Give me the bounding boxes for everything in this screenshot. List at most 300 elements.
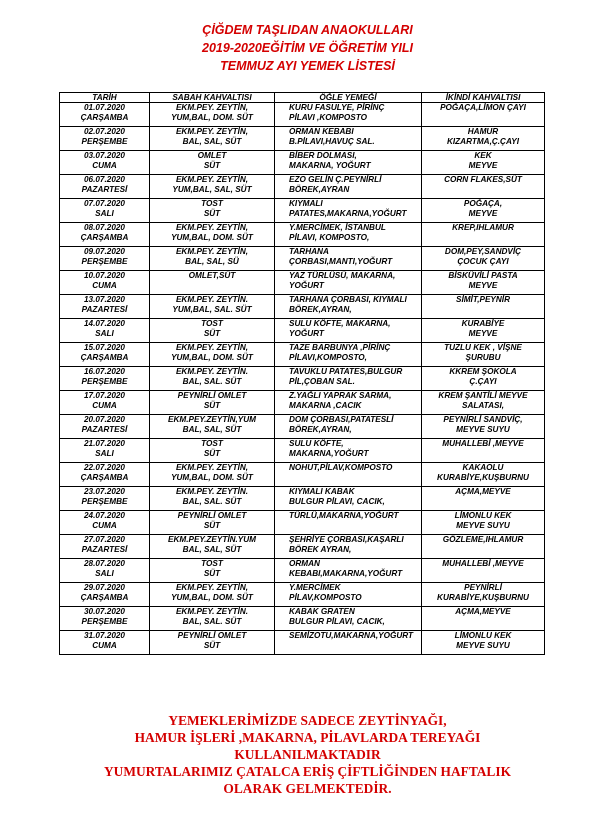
table-row (60, 511, 545, 535)
snack-cell-line: TUZLU KEK , VİŞNE (444, 343, 522, 352)
lunch-cell (275, 535, 422, 559)
breakfast-cell (150, 199, 275, 223)
breakfast-cell-line: BAL, SAL. SÜT (182, 377, 242, 387)
breakfast-cell-line: EKM.PEY. ZEYTİN. (175, 607, 249, 616)
lunch-cell-line (289, 641, 419, 651)
lunch-cell-line: PİLAVI, KOMPOSTO, (289, 233, 370, 243)
footer-line: KULLANILMAKTADIR (234, 747, 381, 762)
date-cell-line: SALI (95, 569, 114, 579)
footer-note (0, 712, 615, 797)
breakfast-cell (150, 151, 275, 175)
snack-cell (422, 367, 545, 391)
date-cell-line: PAZARTESİ (81, 425, 128, 435)
snack-cell-line: KURABİYE,KUŞBURNU (437, 593, 529, 603)
snack-cell-line: MEYVE (468, 161, 498, 171)
breakfast-cell-line: BAL, SAL. SÜT (182, 497, 242, 507)
lunch-cell-line: YAZ TÜRLÜSÜ, MAKARNA, (289, 271, 396, 280)
snack-cell-line: MUHALLEBİ ,MEYVE (442, 559, 524, 568)
table-row (60, 175, 545, 199)
breakfast-cell-line: EKM.PEY. ZEYTİN, (175, 247, 249, 256)
lunch-cell (275, 295, 422, 319)
breakfast-cell (150, 247, 275, 271)
snack-cell-line: LİMONLU KEK (454, 631, 512, 640)
footer-line: YUMURTALARIMIZ ÇATALCA ERİŞ ÇİFTLİĞİNDEN HAFTALIK (104, 764, 511, 779)
lunch-cell-line: PİLAVI ,KOMPOSTO (289, 113, 367, 123)
lunch-cell-line: TÜRLÜ,MAKARNA,YOĞURT (289, 511, 399, 520)
table-row (60, 487, 545, 511)
date-cell-line: 22.07.2020 (84, 463, 125, 472)
date-cell-line: SALI (95, 329, 114, 339)
snack-cell-line: KKREM ŞOKOLA (449, 367, 517, 376)
snack-cell (422, 127, 545, 151)
breakfast-cell (150, 607, 275, 631)
breakfast-cell-line: EKM.PEY. ZEYTİN, (175, 103, 249, 112)
snack-cell (422, 415, 545, 439)
date-cell-line: ÇARŞAMBA (80, 353, 129, 363)
snack-cell (422, 295, 545, 319)
date-cell-line: CUMA (92, 521, 117, 531)
snack-cell-line (424, 569, 542, 579)
snack-cell (422, 391, 545, 415)
lunch-cell-line: Y.MERCİMEK, İSTANBUL (289, 223, 386, 232)
table-row (60, 319, 545, 343)
lunch-cell (275, 487, 422, 511)
snack-cell (422, 439, 545, 463)
table-row (60, 223, 545, 247)
lunch-cell-line: BÖREK,AYRAN (289, 185, 350, 195)
date-cell (60, 343, 150, 367)
snack-cell-line: ÇOCUK ÇAYI (457, 257, 509, 267)
date-cell-line: 14.07.2020 (84, 319, 125, 328)
snack-cell (422, 175, 545, 199)
snack-cell (422, 343, 545, 367)
breakfast-cell-line: SÜT (203, 401, 221, 411)
date-cell-line: SALI (95, 449, 114, 459)
table-row (60, 103, 545, 127)
snack-cell-line: GÖZLEME,IHLAMUR (442, 535, 524, 544)
date-cell-line: 16.07.2020 (84, 367, 125, 376)
breakfast-cell-line: OMLET (197, 151, 227, 160)
breakfast-cell-line: EKM.PEY. ZEYTİN. (175, 295, 249, 304)
lunch-cell (275, 511, 422, 535)
snack-cell-line: KEK (474, 151, 492, 160)
lunch-cell-line: MAKARNA, YOĞURT (289, 161, 371, 171)
date-cell-line: PERŞEMBE (81, 617, 128, 627)
snack-cell (422, 151, 545, 175)
lunch-cell-line: KEBABI,MAKARNA,YOĞURT (289, 569, 403, 579)
lunch-cell (275, 391, 422, 415)
table-row (60, 295, 545, 319)
snack-cell (422, 319, 545, 343)
snack-cell (422, 631, 545, 655)
lunch-cell-line: BÖREK,AYRAN, (289, 425, 352, 435)
snack-cell-line: AÇMA,MEYVE (455, 487, 511, 496)
date-cell-line: CUMA (92, 401, 117, 411)
lunch-cell-line: PİLAV,KOMPOSTO (289, 593, 362, 603)
snack-cell (422, 535, 545, 559)
breakfast-cell (150, 295, 275, 319)
breakfast-cell-line (152, 281, 272, 291)
school-name-title: ÇİĞDEM TAŞLIDAN ANAOKULLARI (202, 23, 413, 37)
lunch-cell (275, 247, 422, 271)
snack-cell (422, 463, 545, 487)
date-cell-line: 06.07.2020 (84, 175, 125, 184)
table-header-row (60, 93, 545, 103)
lunch-cell-line: MAKARNA,YOĞURT (289, 449, 369, 459)
lunch-cell-line: YOĞURT (289, 281, 324, 291)
table-row (60, 343, 545, 367)
footer-line: YEMEKLERİMİZDE SADECE ZEYTİNYAĞI, (168, 713, 447, 728)
snack-cell-line: POĞAÇA,LİMON ÇAYI (440, 103, 526, 112)
lunch-cell-line: KIYMALI KABAK (289, 487, 355, 496)
breakfast-cell-line: BAL, SAL. SÜT (182, 617, 242, 627)
column-header-snack: İKİNDİ KAHVALTISI (422, 93, 545, 103)
date-cell (60, 583, 150, 607)
lunch-cell (275, 415, 422, 439)
table-row (60, 583, 545, 607)
breakfast-cell-line: YUM,BAL, DOM. SÜT (171, 113, 253, 123)
breakfast-cell (150, 583, 275, 607)
date-cell (60, 415, 150, 439)
snack-cell (422, 607, 545, 631)
date-cell-line: CUMA (92, 641, 117, 651)
lunch-cell (275, 607, 422, 631)
lunch-cell-line: BULGUR PİLAVI, CACIK, (289, 617, 385, 627)
table-row (60, 535, 545, 559)
breakfast-cell-line: YUM,BAL, DOM. SÜT (171, 473, 253, 483)
breakfast-cell-line: TOST (201, 559, 223, 568)
date-cell (60, 607, 150, 631)
snack-cell (422, 487, 545, 511)
date-cell-line: 30.07.2020 (84, 607, 125, 616)
lunch-cell (275, 559, 422, 583)
date-cell-line: 02.07.2020 (84, 127, 125, 136)
breakfast-cell (150, 223, 275, 247)
breakfast-cell-line: EKM.PEY. ZEYTİN. (175, 487, 249, 496)
lunch-cell-line: KURU FASULYE, PİRİNÇ (289, 103, 385, 112)
snack-cell-line (424, 113, 542, 123)
date-cell-line: 17.07.2020 (84, 391, 125, 400)
snack-cell-line: MUHALLEBİ ,MEYVE (442, 439, 524, 448)
breakfast-cell-line: PEYNİRLİ OMLET (177, 511, 247, 520)
snack-cell-line (424, 305, 542, 315)
lunch-cell-line: YOĞURT (289, 329, 324, 339)
date-cell-line: 10.07.2020 (84, 271, 125, 280)
snack-cell-line (424, 497, 542, 507)
lunch-cell-line: SULU KÖFTE, (289, 439, 344, 448)
snack-cell-line: KREP,IHLAMUR (452, 223, 514, 232)
breakfast-cell-line: TOST (201, 319, 223, 328)
lunch-cell-line: PİLAVI,KOMPOSTO, (289, 353, 367, 363)
date-cell-line: 24.07.2020 (84, 511, 125, 520)
date-cell-line: 31.07.2020 (84, 631, 125, 640)
snack-cell-line: CORN FLAKES,SÜT (444, 175, 522, 184)
academic-year-title: 2019-2020EĞİTİM VE ÖĞRETİM YILI (202, 41, 413, 55)
snack-cell-line: KIZARTMA,Ç.ÇAYI (446, 137, 519, 147)
snack-cell-line (424, 545, 542, 555)
footer-line: OLARAK GELMEKTEDİR. (223, 781, 392, 796)
lunch-cell (275, 271, 422, 295)
lunch-cell-line: Z.YAĞLI YAPRAK SARMA, (289, 391, 392, 400)
breakfast-cell (150, 559, 275, 583)
breakfast-cell-line: YUM,BAL, DOM. SÜT (171, 353, 253, 363)
lunch-cell-line: ORMAN KEBABI (289, 127, 354, 136)
snack-cell-line: POĞAÇA, (463, 199, 503, 208)
breakfast-cell (150, 271, 275, 295)
table-row (60, 463, 545, 487)
breakfast-cell-line: EKM.PEY.ZEYTİN,YUM (168, 415, 256, 424)
date-cell-line: 09.07.2020 (84, 247, 125, 256)
date-cell-line: 21.07.2020 (84, 439, 125, 448)
breakfast-cell-line: EKM.PEY. ZEYTİN. (175, 367, 249, 376)
date-cell (60, 199, 150, 223)
date-cell (60, 391, 150, 415)
lunch-cell-line: BİBER DOLMASI, (289, 151, 357, 160)
date-cell-line: 28.07.2020 (84, 559, 125, 568)
breakfast-cell (150, 343, 275, 367)
snack-cell-line (424, 185, 542, 195)
date-cell-line: 29.07.2020 (84, 583, 125, 592)
date-cell-line: PAZARTESİ (81, 185, 128, 195)
date-cell-line: ÇARŞAMBA (80, 233, 129, 243)
date-cell-line: 15.07.2020 (84, 343, 125, 352)
column-header-lunch: ÖĞLE YEMEĞİ (275, 93, 422, 103)
date-cell-line: PERŞEMBE (81, 257, 128, 267)
date-cell (60, 247, 150, 271)
table-row (60, 415, 545, 439)
breakfast-cell-line: OMLET,SÜT (188, 271, 236, 280)
lunch-cell-line: BÖREK AYRAN, (289, 545, 352, 555)
breakfast-cell (150, 463, 275, 487)
table-row (60, 367, 545, 391)
breakfast-cell-line: BAL, SAL, SÜ (185, 257, 239, 267)
date-cell (60, 127, 150, 151)
date-cell-line: PERŞEMBE (81, 137, 128, 147)
date-cell-line: 01.07.2020 (84, 103, 125, 112)
table-row (60, 199, 545, 223)
snack-cell-line (424, 449, 542, 459)
date-cell-line: PERŞEMBE (81, 497, 128, 507)
lunch-cell-line (289, 473, 419, 483)
snack-cell-line: MEYVE (468, 281, 498, 291)
date-cell-line: CUMA (92, 281, 117, 291)
date-cell (60, 175, 150, 199)
date-cell-line: 27.07.2020 (84, 535, 125, 544)
date-cell-line: ÇARŞAMBA (80, 113, 129, 123)
breakfast-cell (150, 535, 275, 559)
lunch-cell-line: BULGUR PİLAVI, CACIK, (289, 497, 385, 507)
lunch-cell-line: SEMİZOTU,MAKARNA,YOĞURT (289, 631, 414, 640)
breakfast-cell-line: EKM.PEY. ZEYTİN, (175, 127, 249, 136)
snack-cell-line: PEYNİRLİ (464, 583, 502, 592)
date-cell (60, 439, 150, 463)
lunch-cell (275, 127, 422, 151)
snack-cell-line: PEYNİRLİ SANDVİÇ, (443, 415, 523, 424)
date-cell (60, 151, 150, 175)
breakfast-cell-line: SÜT (203, 209, 221, 219)
snack-cell-line: SİMİT,PEYNİR (456, 295, 510, 304)
snack-cell (422, 103, 545, 127)
snack-cell-line: MEYVE SUYU (456, 425, 510, 435)
date-cell (60, 223, 150, 247)
date-cell (60, 463, 150, 487)
breakfast-cell-line: SÜT (203, 641, 221, 651)
breakfast-cell (150, 439, 275, 463)
snack-cell-line: MEYVE (468, 329, 498, 339)
lunch-cell-line: B.PİLAVI,HAVUÇ SAL. (289, 137, 375, 147)
snack-cell-line: DOM,PEY,SANDVİÇ (444, 247, 522, 256)
menu-list-title: TEMMUZ AYI YEMEK LİSTESİ (220, 59, 395, 73)
breakfast-cell (150, 127, 275, 151)
lunch-cell (275, 175, 422, 199)
breakfast-cell-line: SÜT (203, 449, 221, 459)
breakfast-cell-line: EKM.PEY. ZEYTİN, (175, 223, 249, 232)
snack-cell-line: KURABİYE (461, 319, 505, 328)
snack-cell (422, 559, 545, 583)
lunch-cell-line: NOHUT,PİLAV,KOMPOSTO (289, 463, 393, 472)
lunch-cell (275, 631, 422, 655)
lunch-cell-line: PATATES,MAKARNA,YOĞURT (289, 209, 407, 219)
date-cell (60, 103, 150, 127)
date-cell-line: PAZARTESİ (81, 305, 128, 315)
breakfast-cell (150, 487, 275, 511)
lunch-cell (275, 223, 422, 247)
lunch-cell (275, 367, 422, 391)
table-row (60, 439, 545, 463)
date-cell (60, 319, 150, 343)
snack-cell-line: KURABİYE,KUŞBURNU (437, 473, 529, 483)
column-header-breakfast: SABAH KAHVALTISI (150, 93, 275, 103)
breakfast-cell-line: EKM.PEY. ZEYTİN, (175, 343, 249, 352)
lunch-cell-line: EZO GELİN Ç.PEYNİRLİ (289, 175, 382, 184)
date-cell-line: SALI (95, 209, 114, 219)
table-row (60, 607, 545, 631)
breakfast-cell-line: BAL, SAL, SÜT (182, 137, 242, 147)
lunch-cell (275, 103, 422, 127)
lunch-cell-line: SULU KÖFTE, MAKARNA, (289, 319, 391, 328)
breakfast-cell (150, 367, 275, 391)
table-row (60, 559, 545, 583)
lunch-cell (275, 319, 422, 343)
breakfast-cell (150, 511, 275, 535)
date-cell (60, 367, 150, 391)
snack-cell-line: HAMUR (467, 127, 499, 136)
lunch-cell (275, 439, 422, 463)
date-cell-line: 23.07.2020 (84, 487, 125, 496)
breakfast-cell-line: SÜT (203, 521, 221, 531)
lunch-cell-line: TARHANA (289, 247, 329, 256)
lunch-cell-line: Y.MERCİMEK (289, 583, 341, 592)
date-cell-line: 13.07.2020 (84, 295, 125, 304)
table-row (60, 271, 545, 295)
breakfast-cell (150, 391, 275, 415)
table-body (60, 103, 545, 655)
date-cell-line: ÇARŞAMBA (80, 593, 129, 603)
lunch-cell-line: PİL,ÇOBAN SAL. (289, 377, 355, 387)
lunch-cell (275, 583, 422, 607)
snack-cell-line (424, 233, 542, 243)
footer-line: HAMUR İŞLERİ ,MAKARNA, PİLAVLARDA TEREYAĞI (134, 730, 481, 745)
lunch-cell-line: ÇORBASI,MANTI,YOĞURT (289, 257, 393, 267)
table-row (60, 247, 545, 271)
snack-cell-line: ŞURUBU (465, 353, 501, 363)
snack-cell-line: LİMONLU KEK (454, 511, 512, 520)
breakfast-cell-line: YUM,BAL, SAL, SÜT (172, 185, 252, 195)
lunch-cell-line: ŞEHRİYE ÇORBASI,KAŞARLI (289, 535, 404, 544)
date-cell (60, 511, 150, 535)
breakfast-cell-line: EKM.PEY. ZEYTİN, (175, 175, 249, 184)
breakfast-cell-line: TOST (201, 199, 223, 208)
date-cell (60, 535, 150, 559)
column-header-date: TARİH (60, 93, 150, 103)
date-cell-line: CUMA (92, 161, 117, 171)
snack-cell-line: KREM ŞANTİLİ MEYVE (438, 391, 528, 400)
breakfast-cell-line: SÜT (203, 569, 221, 579)
breakfast-cell-line: PEYNİRLİ OMLET (177, 631, 247, 640)
lunch-cell-line: KIYMALI (289, 199, 323, 208)
lunch-cell-line (289, 521, 419, 531)
lunch-cell (275, 199, 422, 223)
breakfast-cell-line: YUM,BAL, DOM. SÜT (171, 233, 253, 243)
date-cell-line: 08.07.2020 (84, 223, 125, 232)
breakfast-cell-line: BAL, SAL, SÜT (182, 425, 242, 435)
lunch-cell-line: ORMAN (289, 559, 320, 568)
breakfast-cell (150, 415, 275, 439)
snack-cell-line: Ç.ÇAYI (469, 377, 497, 387)
snack-cell (422, 511, 545, 535)
date-cell (60, 271, 150, 295)
lunch-cell-line: MAKARNA ,CACIK (289, 401, 362, 411)
table-row (60, 127, 545, 151)
breakfast-cell (150, 175, 275, 199)
snack-cell-line: SALATASI, (462, 401, 504, 411)
snack-cell-line: MEYVE SUYU (456, 521, 510, 531)
date-cell (60, 559, 150, 583)
lunch-cell-line: TAZE BARBUNYA ,PİRİNÇ (289, 343, 391, 352)
breakfast-cell (150, 631, 275, 655)
date-cell-line: ÇARŞAMBA (80, 473, 129, 483)
breakfast-cell-line: EKM.PEY.ZEYTİN.YUM (168, 535, 256, 544)
snack-cell-line (424, 617, 542, 627)
date-cell-line: PERŞEMBE (81, 377, 128, 387)
lunch-cell (275, 463, 422, 487)
snack-cell (422, 271, 545, 295)
lunch-cell-line: DOM ÇORBASI,PATATESLİ (289, 415, 394, 424)
date-cell-line: 03.07.2020 (84, 151, 125, 160)
lunch-cell-line: TAVUKLU PATATES,BULGUR (289, 367, 403, 376)
breakfast-cell-line: PEYNİRLİ OMLET (177, 391, 247, 400)
snack-cell (422, 583, 545, 607)
snack-cell (422, 223, 545, 247)
snack-cell-line: MEYVE SUYU (456, 641, 510, 651)
table-row (60, 391, 545, 415)
lunch-cell (275, 343, 422, 367)
lunch-cell (275, 151, 422, 175)
date-cell (60, 295, 150, 319)
date-cell (60, 631, 150, 655)
breakfast-cell-line: YUM,BAL, DOM. SÜT (171, 593, 253, 603)
lunch-cell-line: BÖREK,AYRAN, (289, 305, 352, 315)
snack-cell-line: BİSKÜVİLİ PASTA (448, 271, 518, 280)
snack-cell-line: MEYVE (468, 209, 498, 219)
breakfast-cell-line: EKM.PEY. ZEYTİN, (175, 463, 249, 472)
meal-menu-table (59, 92, 545, 655)
date-cell-line: 07.07.2020 (84, 199, 125, 208)
table-row (60, 631, 545, 655)
snack-cell (422, 199, 545, 223)
breakfast-cell-line: TOST (201, 439, 223, 448)
lunch-cell-line: TARHANA ÇORBASI, KIYMALI (289, 295, 407, 304)
